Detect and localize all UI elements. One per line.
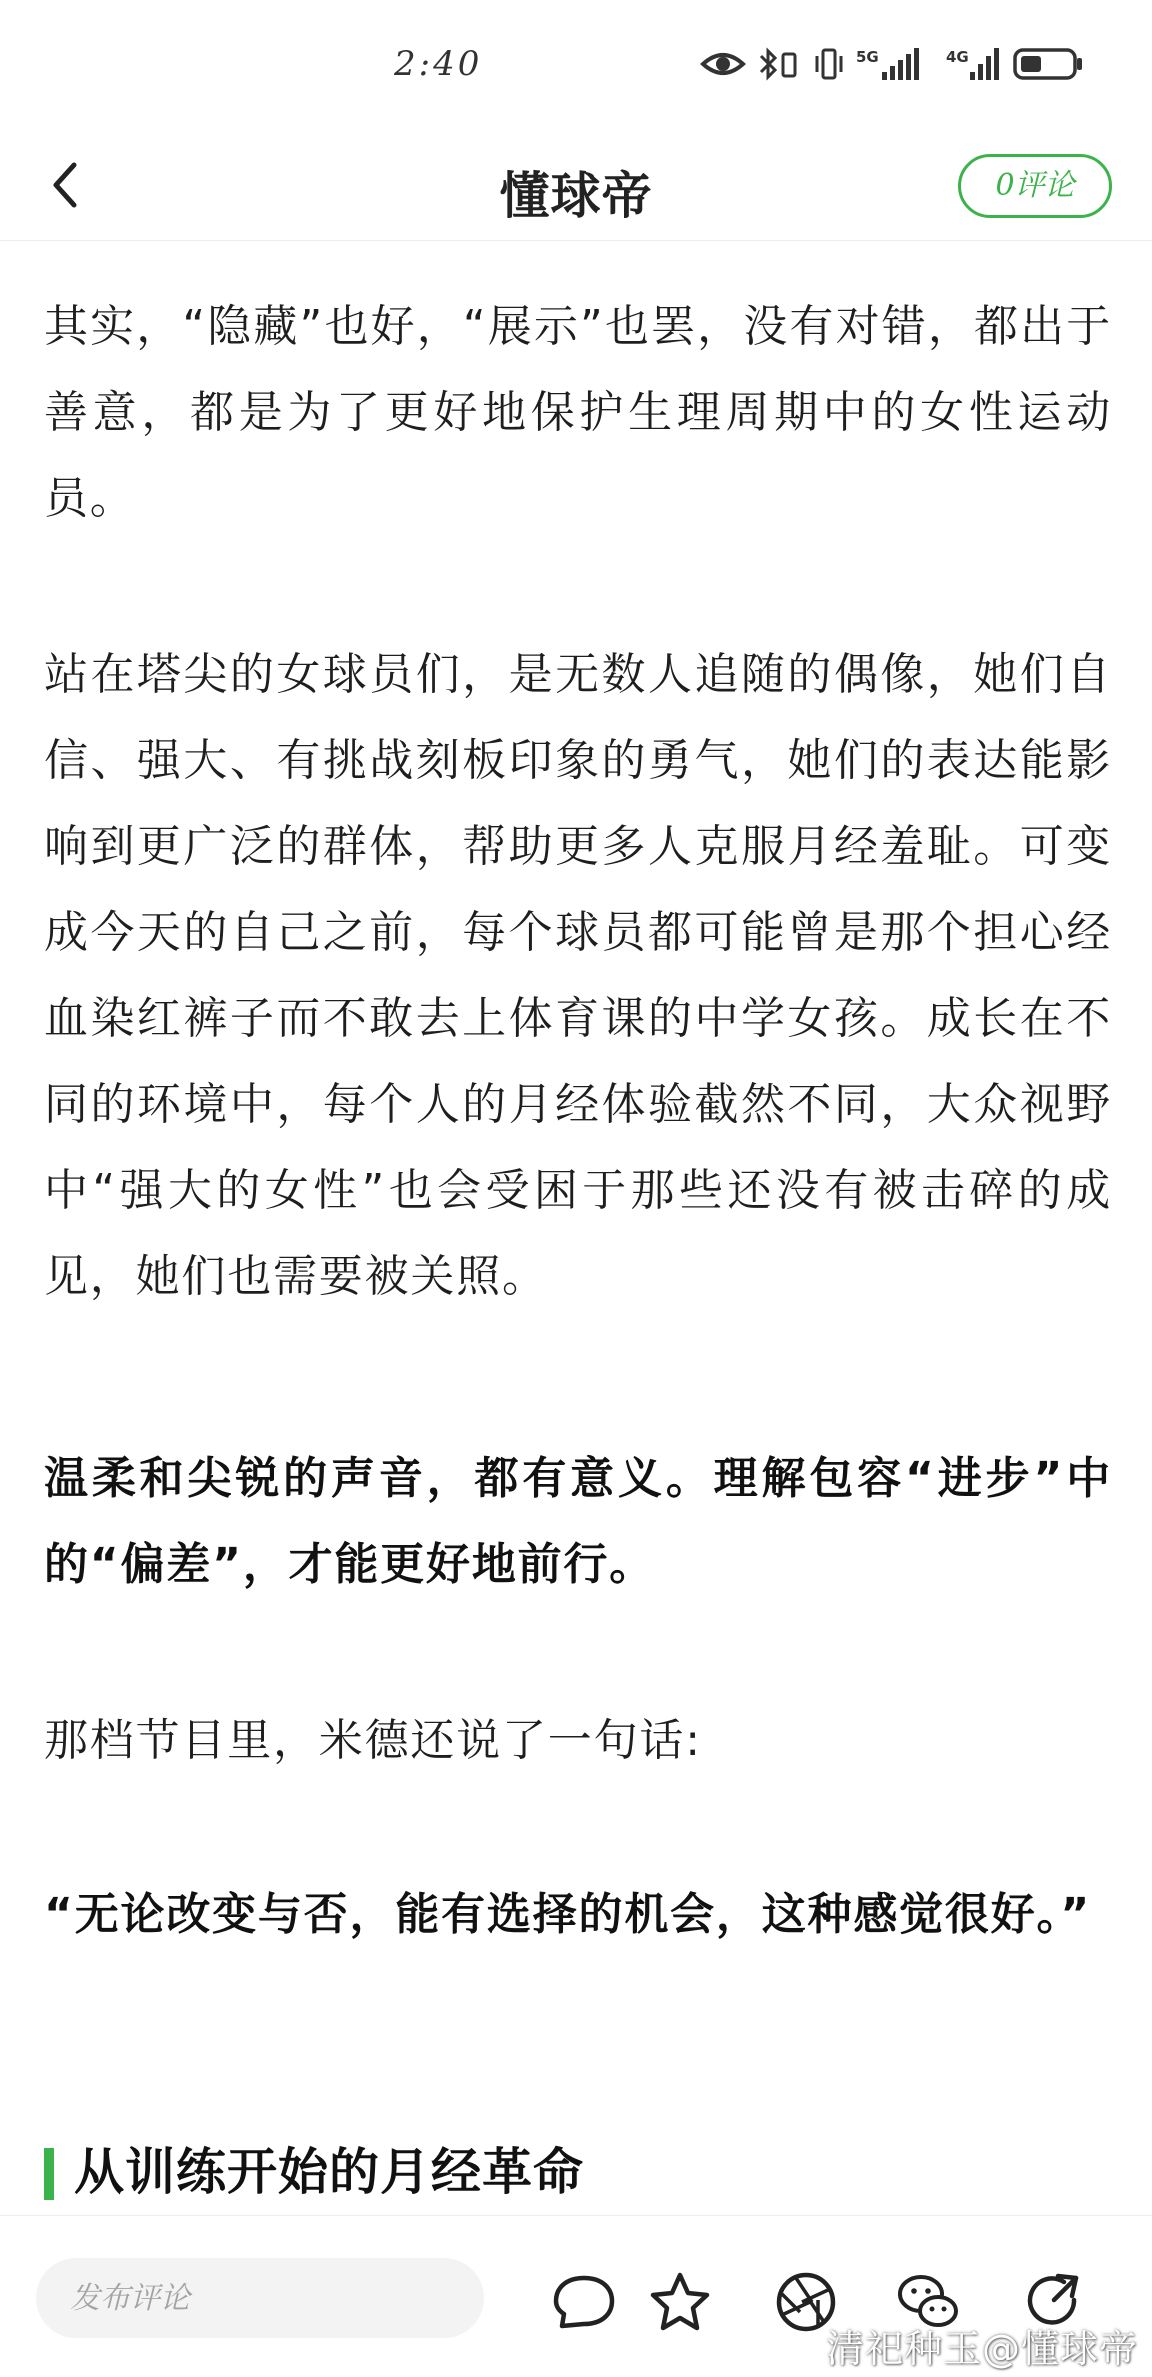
- battery-icon: [1012, 44, 1084, 84]
- app-title: 懂球帝: [499, 167, 653, 225]
- section-heading-text: 从训练开始的月经革命: [74, 2143, 584, 2201]
- status-time: 2:40: [394, 44, 483, 84]
- comment-input[interactable]: [36, 2258, 484, 2338]
- article-paragraph: 其实，“隐藏”也好，“展示”也罢，没有对错，都出于善意，都是为了更好地保护生理周期中的女性运动员。: [44, 301, 1112, 524]
- comment-bubble-icon[interactable]: [552, 2270, 616, 2334]
- star-icon[interactable]: [648, 2270, 712, 2334]
- battery-saver-icon: [780, 44, 798, 84]
- 4g-signal-icon: [946, 44, 1002, 84]
- svg-text:4G: 4G: [946, 48, 969, 66]
- vibrate-icon: [814, 44, 844, 84]
- article-paragraph: 站在塔尖的女球员们，是无数人追随的偶像，她们自信、强大、有挑战刻板印象的勇气，她们的表达能影响到更广泛的群体，帮助更多人克服月经羞耻。可变成今天的自己之前，每个球员都可能曾是那个担心经血染红裤子而不敢去上体育课的中学女孩。成长在不同的环境中，每个人的月经体验截然不同，大众视野中“强大的女性”也会受困于那些还没有被击碎的成见，她们也需要被关照。: [44, 649, 1112, 1302]
- app-header: [0, 130, 1152, 241]
- eye-icon: [700, 44, 746, 84]
- article-paragraph: 那档节目里，米德还说了一句话:: [44, 1715, 702, 1766]
- article-quote-bold: “无论改变与否，能有选择的机会，这种感觉很好。”: [44, 1889, 1092, 1940]
- 5g-signal-icon: [856, 44, 922, 84]
- section-heading-accent-bar: [44, 2148, 54, 2200]
- comment-count-button[interactable]: 0评论: [958, 154, 1112, 218]
- bluetooth-icon: [758, 44, 780, 84]
- svg-text:5G: 5G: [856, 48, 879, 66]
- status-bar: [0, 0, 1152, 130]
- article-paragraph-bold: 温柔和尖锐的声音，都有意义。理解包容“进步”中的“偏差”，才能更好地前行。: [44, 1453, 1112, 1590]
- watermark: 清祀种玉@懂球帝: [825, 2327, 1138, 2371]
